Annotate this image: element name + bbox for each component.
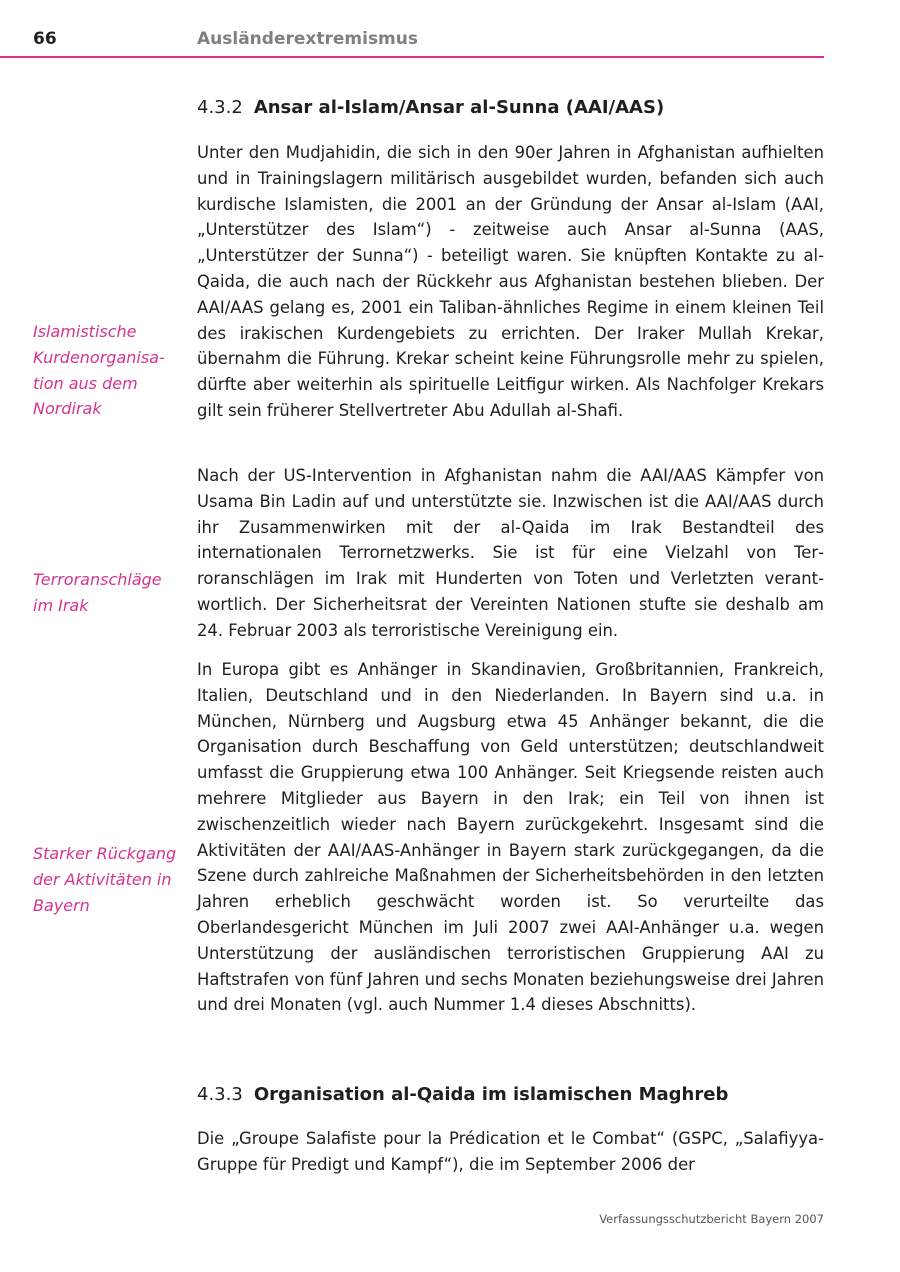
- footer-publication: Verfassungsschutzbericht Bayern 2007: [599, 1212, 824, 1226]
- page-header: [0, 26, 824, 58]
- section-heading-4-3-2: [197, 97, 664, 118]
- page-number: 66: [33, 29, 57, 49]
- paragraph-1: Unter den Mudjahidin, die sich in den 90er Jahren in Afghanistan aufhielten und in Trainingslagern militärisch ausgebildet wurden, befanden sich auch kurdische Islamisten, die 2001 an der Gründung der Ansar al-Islam (AAI, „Unterstützer des Islam“) - zeitweise auch Ansar al-Sunna (AAS, „Unterstützer der Sunna“) - beteiligt waren. Sie knüpften Kontakte zu al-Qaida, die auch nach der Rückkehr aus Afghanistan bestehen blieben. Der AAI/AAS gelang es, 2001 ein Taliban-ähnliches Regime in einem kleinen Teil des irakischen Kurdengebiets zu errichten. Der Iraker Mullah Krekar, übernahm die Führung. Krekar scheint keine Führungsrolle mehr zu spielen, dürfte aber weiterhin als spirituelle Leitfigur wirken. Als Nachfolger Krekars gilt sein früherer Stellvertreter Abu Adullah al-Shafi.: [197, 143, 824, 420]
- running-title: Ausländerextremismus: [197, 29, 418, 49]
- margin-note-terroranschlaege: Terroranschläge im Irak: [33, 570, 162, 615]
- section-number: 4.3.3: [197, 1084, 243, 1105]
- paragraph-4: Die „Groupe Salafiste pour la Prédication et le Combat“ (GSPC, „Salafiyya-Gruppe für Predigt und Kampf“), die im September 2006 der: [197, 1129, 824, 1174]
- section-number: 4.3.2: [197, 97, 243, 118]
- section-title: Organisation al-Qaida im islamischen Maghreb: [253, 1084, 729, 1105]
- margin-note-rueckgang: Starker Rückgang der Aktivitäten in Bayern: [33, 844, 177, 915]
- margin-note-kurdenorganisation: Islamistische Kurdenorganisation aus dem Nordirak: [33, 322, 165, 419]
- section-heading-4-3-3: [197, 1084, 728, 1105]
- paragraph-2: Nach der US-Intervention in Afghanistan nahm die AAI/AAS Kämpfer von Usama Bin Ladin auf und unterstützte sie. Inzwischen ist die AAI/AAS durch ihr Zusammenwirken mit der al-Qaida im Irak Bestandteil des internationalen Terrornetzwerks. Sie ist für eine Vielzahl von Terroranschlägen im Irak mit Hunderten von Toten und Verletzten verantwortlich. Der Sicherheitsrat der Vereinten Nationen stufte sie deshalb am 24. Februar 2003 als terroristische Vereinigung ein.: [197, 466, 824, 640]
- section-title: Ansar al-Islam/Ansar al-Sunna (AAI/AAS): [253, 97, 665, 118]
- paragraph-3: In Europa gibt es Anhänger in Skandinavien, Großbritannien, Frankreich, Italien, Deutschland und in den Niederlanden. In Bayern sind u.a. in München, Nürnberg und Augsburg etwa 45 Anhänger bekannt, die die Organisation durch Beschaffung von Geld unterstützen; deutschlandweit umfasst die Gruppierung etwa 100 Anhänger. Seit Kriegsende reisten auch mehrere Mitglieder aus Bayern in den Irak; ein Teil von ihnen ist zwischenzeitlich wieder nach Bayern zurückgekehrt. Insgesamt sind die Aktivitäten der AAI/AAS-Anhänger in Bayern stark zurückgegangen, da die Szene durch zahlreiche Maßnahmen der Sicherheitsbehörden in den letzten Jahren erheblich geschwächt worden ist. So verurteilte das Oberlandesgericht München im Juli 2007 zwei AAI-Anhänger u.a. wegen Unterstützung der ausländischen terroristischen Gruppierung AAI zu Haftstrafen von fünf Jahren und sechs Monaten beziehungsweise drei Jahren und drei Monaten (vgl. auch Nummer 1.4 dieses Abschnitts).: [197, 660, 824, 1015]
